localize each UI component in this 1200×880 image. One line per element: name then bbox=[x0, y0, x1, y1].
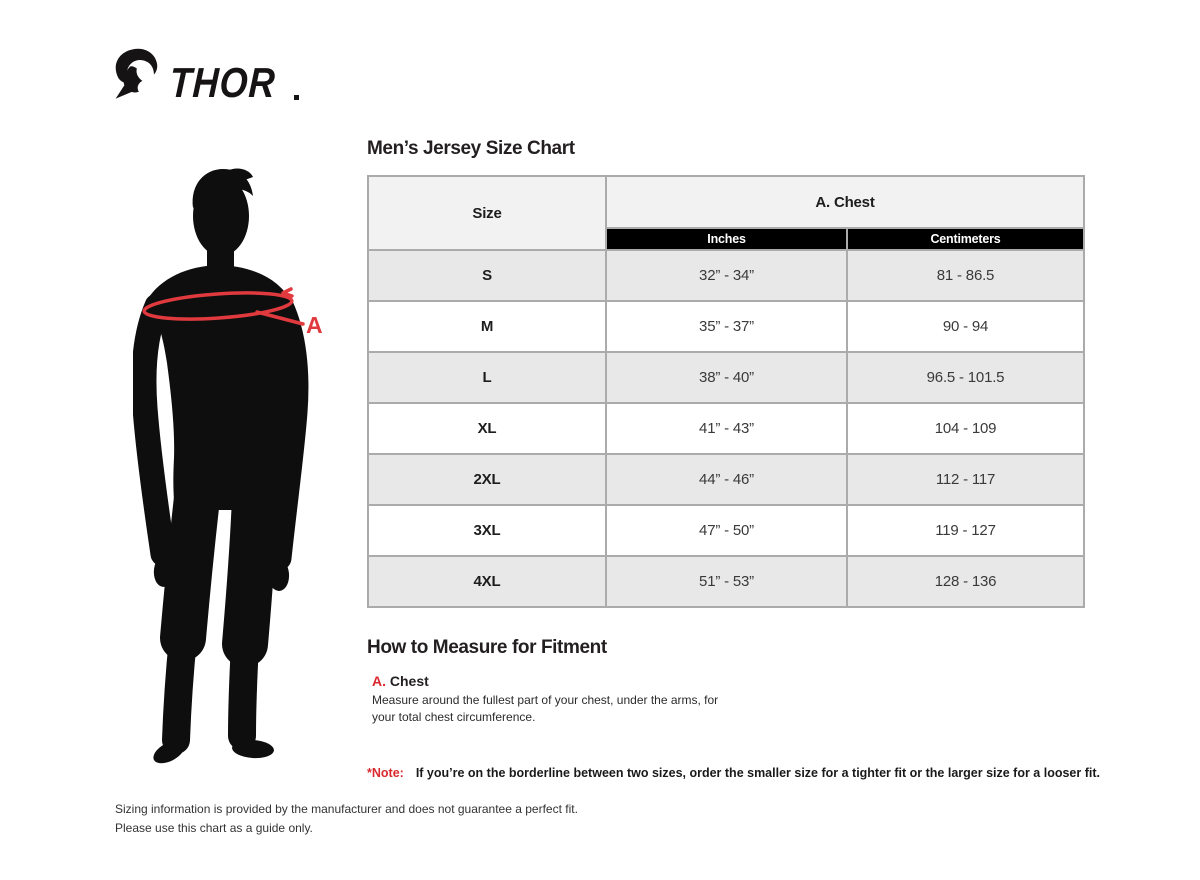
cm-cell: 81 - 86.5 bbox=[847, 250, 1084, 301]
column-header-chest: A. Chest bbox=[606, 176, 1084, 228]
howto-heading: How to Measure for Fitment bbox=[367, 637, 607, 658]
measure-letter: A. bbox=[372, 673, 386, 689]
footer-line-2: Please use this chart as a guide only. bbox=[115, 820, 313, 835]
male-silhouette bbox=[133, 166, 333, 768]
body-measurement-figure bbox=[133, 166, 333, 768]
footer-disclaimer bbox=[115, 800, 578, 837]
inches-cell: 38” - 40” bbox=[606, 352, 847, 403]
cm-cell: 119 - 127 bbox=[847, 505, 1084, 556]
size-chart-table bbox=[367, 175, 1085, 608]
cm-cell: 104 - 109 bbox=[847, 403, 1084, 454]
table-row bbox=[368, 250, 1084, 301]
table-row bbox=[368, 301, 1084, 352]
inches-cell: 51” - 53” bbox=[606, 556, 847, 607]
page-title: Men’s Jersey Size Chart bbox=[367, 138, 575, 159]
table-row bbox=[368, 403, 1084, 454]
footer-line-1: Sizing information is provided by the manufacturer and does not guarantee a perfect fit. bbox=[115, 802, 578, 816]
measure-chest-block bbox=[372, 673, 752, 727]
column-header-size: Size bbox=[368, 176, 606, 250]
size-cell: M bbox=[368, 301, 606, 352]
column-subheader-centimeters: Centimeters bbox=[847, 228, 1084, 250]
size-cell: 2XL bbox=[368, 454, 606, 505]
size-cell: 3XL bbox=[368, 505, 606, 556]
size-cell: L bbox=[368, 352, 606, 403]
note-text: If you’re on the borderline between two sizes, order the smaller size for a tighter fit or the larger size for a looser fit. bbox=[415, 766, 1100, 780]
note-label: *Note: bbox=[367, 766, 404, 780]
thor-logo bbox=[106, 46, 299, 107]
thor-wordmark: THOR bbox=[168, 59, 277, 107]
inches-cell: 41” - 43” bbox=[606, 403, 847, 454]
table-row bbox=[368, 352, 1084, 403]
measure-item-title bbox=[372, 673, 752, 689]
thor-ram-icon bbox=[106, 48, 165, 100]
size-cell: S bbox=[368, 250, 606, 301]
size-cell: XL bbox=[368, 403, 606, 454]
measure-description: Measure around the fullest part of your chest, under the arms, for your total chest circumference. bbox=[372, 693, 719, 725]
cm-cell: 128 - 136 bbox=[847, 556, 1084, 607]
inches-cell: 47” - 50” bbox=[606, 505, 847, 556]
size-cell: 4XL bbox=[368, 556, 606, 607]
chest-measure-label: A bbox=[306, 312, 323, 338]
cm-cell: 90 - 94 bbox=[847, 301, 1084, 352]
table-row bbox=[368, 556, 1084, 607]
thor-wordmark-dot bbox=[294, 95, 299, 100]
table-row bbox=[368, 505, 1084, 556]
inches-cell: 32” - 34” bbox=[606, 250, 847, 301]
cm-cell: 96.5 - 101.5 bbox=[847, 352, 1084, 403]
inches-cell: 44” - 46” bbox=[606, 454, 847, 505]
inches-cell: 35” - 37” bbox=[606, 301, 847, 352]
measure-name: Chest bbox=[389, 673, 429, 689]
size-table-body bbox=[368, 250, 1084, 607]
column-subheader-inches: Inches bbox=[606, 228, 847, 250]
cm-cell: 112 - 117 bbox=[847, 454, 1084, 505]
sizing-note bbox=[367, 766, 1100, 780]
table-row bbox=[368, 454, 1084, 505]
